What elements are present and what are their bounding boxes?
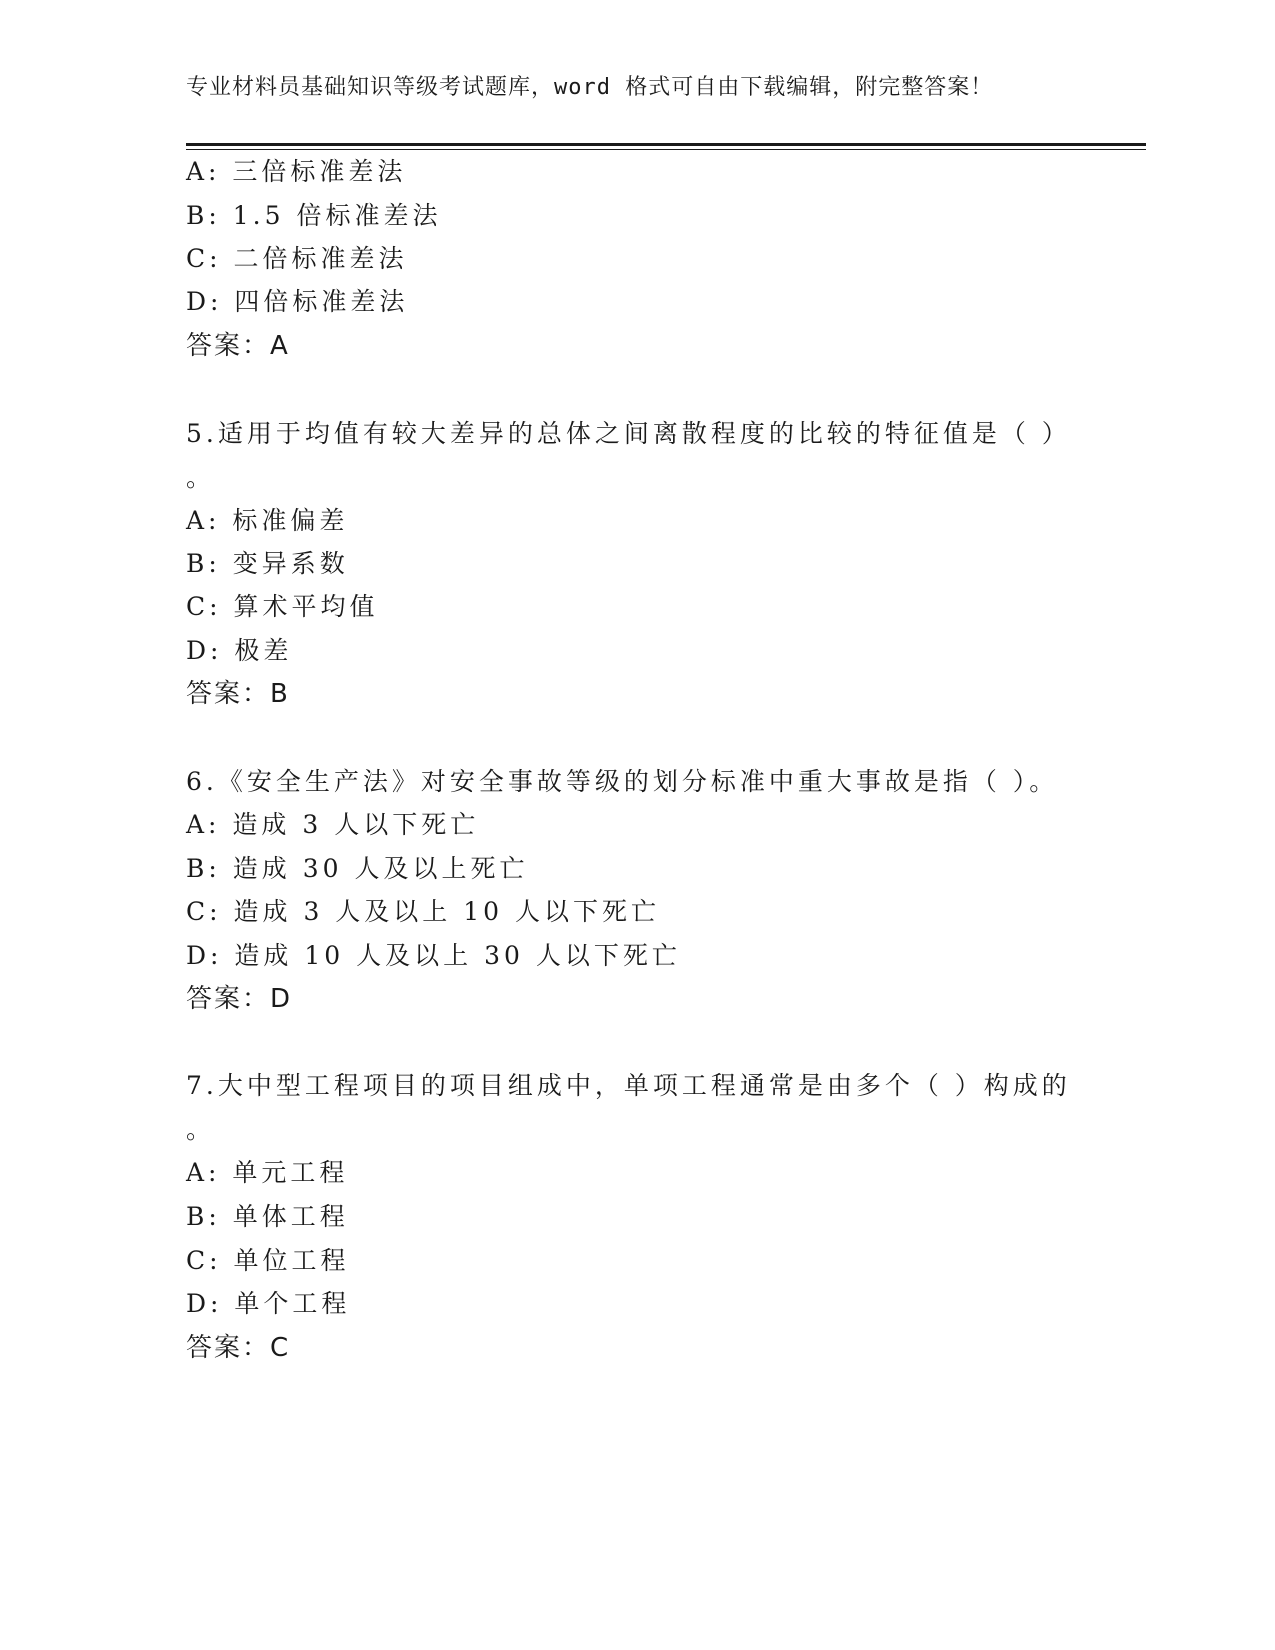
q7-stem-continuation: 。 [186,1115,216,1144]
header-rule-thin [186,149,1146,150]
q7-option-d: D: 单个工程 [186,1289,351,1318]
header-rule-thick [186,143,1146,146]
q5-option-b: B: 变异系数 [186,549,349,578]
q4-option-a: A: 三倍标准差法 [186,157,407,186]
q5-option-d: D: 极差 [186,636,293,665]
q5-answer: 答案：B [186,679,290,709]
q6-option-b: B: 造成 30 人及以上死亡 [186,854,529,883]
q6-stem: 6.《安全生产法》对安全事故等级的划分标准中重大事故是指（ ）。 [186,767,1059,796]
q6-option-c: C: 造成 3 人及以上 10 人以下死亡 [186,897,661,926]
q4-option-b: B: 1.5 倍标准差法 [186,201,442,230]
q4-option-d: D: 四倍标准差法 [186,287,409,316]
q6-answer: 答案：D [186,984,293,1014]
q5-option-a: A: 标准偏差 [186,506,349,535]
q5-stem: 5.适用于均值有较大差异的总体之间离散程度的比较的特征值是（ ） [186,419,1071,448]
q6-option-a: A: 造成 3 人以下死亡 [186,810,480,839]
q4-option-c: C: 二倍标准差法 [186,244,408,273]
q7-option-b: B: 单体工程 [186,1202,349,1231]
page-header: 专业材料员基础知识等级考试题库，word 格式可自由下载编辑，附完整答案！ [186,75,994,100]
q4-answer: 答案：A [186,331,290,361]
q7-stem: 7.大中型工程项目的项目组成中，单项工程通常是由多个（ ）构成的 [186,1071,1071,1100]
q6-option-d: D: 造成 10 人及以上 30 人以下死亡 [186,941,681,970]
q5-option-c: C: 算术平均值 [186,592,379,621]
q5-stem-continuation: 。 [186,463,216,492]
q7-option-a: A: 单元工程 [186,1158,349,1187]
q7-answer: 答案：C [186,1333,291,1363]
q7-option-c: C: 单位工程 [186,1246,350,1275]
